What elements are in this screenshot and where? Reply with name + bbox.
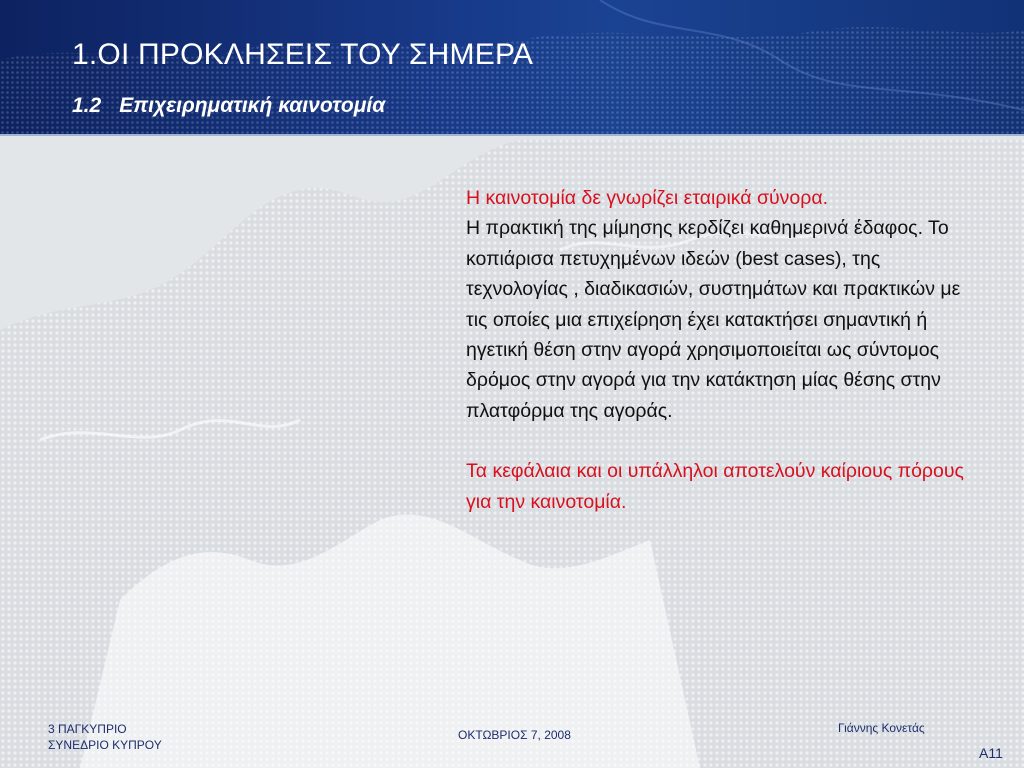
footer-author: Γιάννης Κονετάς — [838, 721, 925, 735]
paragraph-gap — [466, 426, 986, 456]
footer-date: ΟΚΤΩΒΡΙΟΣ 7, 2008 — [458, 728, 571, 742]
subtitle-text: Επιχειρηματική καινοτομία — [119, 94, 386, 117]
header-banner — [0, 0, 1024, 136]
page-subtitle — [72, 94, 385, 118]
footer-conference — [48, 721, 162, 753]
closing-statement: Τα κεφάλαια και οι υπάλληλοι αποτελούν καίριους πόρους για την καινοτομία. — [466, 460, 964, 513]
body-paragraph: Η πρακτική της μίμησης κερδίζει καθημερινά έδαφος. Το κοπιάρισα πετυχημένων ιδεών (best cases), της τεχνολογίας , διαδικασιών, συστημάτων και πρακτικών με τις οποίες μια επιχείρηση έχει κατακτήσει σημαντική ή ηγετική θέση στην αγορά χρησιμοποιείται ως σύντομος δρόμος στην αγορά για την κατάκτηση μίας θέσης στην πλατφόρμα της αγοράς. — [466, 217, 961, 422]
body-text-block — [466, 183, 986, 517]
subtitle-number: 1.2 — [72, 94, 102, 117]
footer-conference-line2: ΣΥΝΕΔΡΙΟ ΚΥΠΡΟΥ — [48, 738, 162, 752]
page-number: A11 — [979, 745, 1003, 761]
header-divider — [0, 134, 1024, 136]
footer-conference-line1: 3 ΠΑΓΚΥΠΡΙΟ — [48, 722, 127, 736]
lead-statement: Η καινοτομία δε γνωρίζει εταιρικά σύνορα. — [466, 187, 829, 209]
page-title: 1.ΟΙ ΠΡΟΚΛΗΣΕΙΣ ΤΟΥ ΣΗΜΕΡΑ — [72, 38, 534, 71]
